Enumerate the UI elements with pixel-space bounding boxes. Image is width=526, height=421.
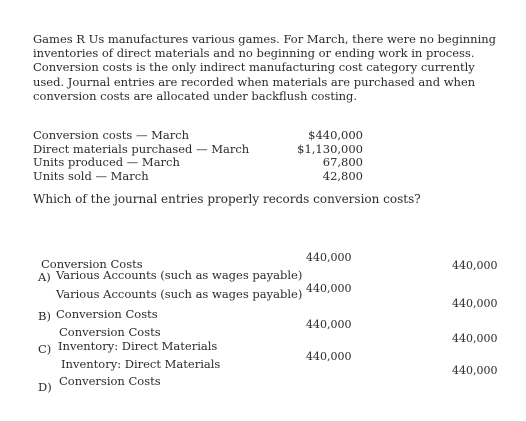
data-label: Direct materials purchased — March (33, 141, 250, 156)
data-label: Units produced — March (33, 155, 180, 169)
data-row (33, 128, 363, 142)
option-b-debit-amount: 440,000 (306, 282, 352, 295)
paragraph-line: Conversion costs is the only indirect manufacturing cost category currently (33, 60, 475, 75)
option-b-credit-account: Conversion Costs (56, 307, 158, 321)
option-c-credit-amount: 440,000 (452, 332, 498, 345)
option-c-debit-amount: 440,000 (306, 318, 352, 331)
data-value: 67,800 (322, 155, 363, 169)
paragraph-line: inventories of direct materials and no beginning or ending work in process. (33, 46, 475, 61)
data-label: Conversion costs — March (33, 128, 190, 142)
data-value: $440,000 (308, 128, 363, 142)
paragraph-line: conversion costs are allocated under backflush costing. (33, 88, 358, 103)
option-b-letter: B) (38, 309, 51, 323)
option-d-credit-amount: 440,000 (452, 364, 498, 377)
data-row (33, 142, 363, 156)
option-c-debit-account: Conversion Costs (59, 325, 161, 339)
option-b-credit-amount: 440,000 (452, 297, 498, 310)
option-d-debit-amount: 440,000 (306, 350, 352, 363)
option-c-letter: C) (38, 342, 52, 356)
option-c-credit-account: Inventory: Direct Materials (58, 339, 218, 353)
question-text: Which of the journal entries properly records conversion costs? (33, 192, 421, 206)
option-a-debit-amount: 440,000 (306, 251, 352, 264)
data-value: $1,130,000 (297, 141, 363, 156)
paragraph-line: used. Journal entries are recorded when materials are purchased and when (33, 74, 476, 89)
option-d-credit-account: Conversion Costs (59, 374, 161, 388)
paragraph-line: Games R Us manufactures various games. For March, there were no beginning (33, 32, 497, 46)
option-a-letter: A) (38, 270, 51, 284)
option-d-debit-account: Inventory: Direct Materials (61, 357, 221, 371)
data-label: Units sold — March (33, 168, 149, 183)
option-a-debit-account: Conversion Costs (41, 257, 143, 271)
problem-paragraph (33, 32, 497, 103)
data-row (33, 155, 363, 169)
data-row (33, 169, 363, 183)
option-a-credit-account: Various Accounts (such as wages payable) (56, 268, 303, 282)
data-value: 42,800 (322, 168, 363, 183)
option-a-credit-amount: 440,000 (452, 259, 498, 272)
option-d-letter: D) (38, 380, 52, 394)
data-table (33, 128, 363, 182)
option-b-debit-account: Various Accounts (such as wages payable) (56, 287, 303, 301)
